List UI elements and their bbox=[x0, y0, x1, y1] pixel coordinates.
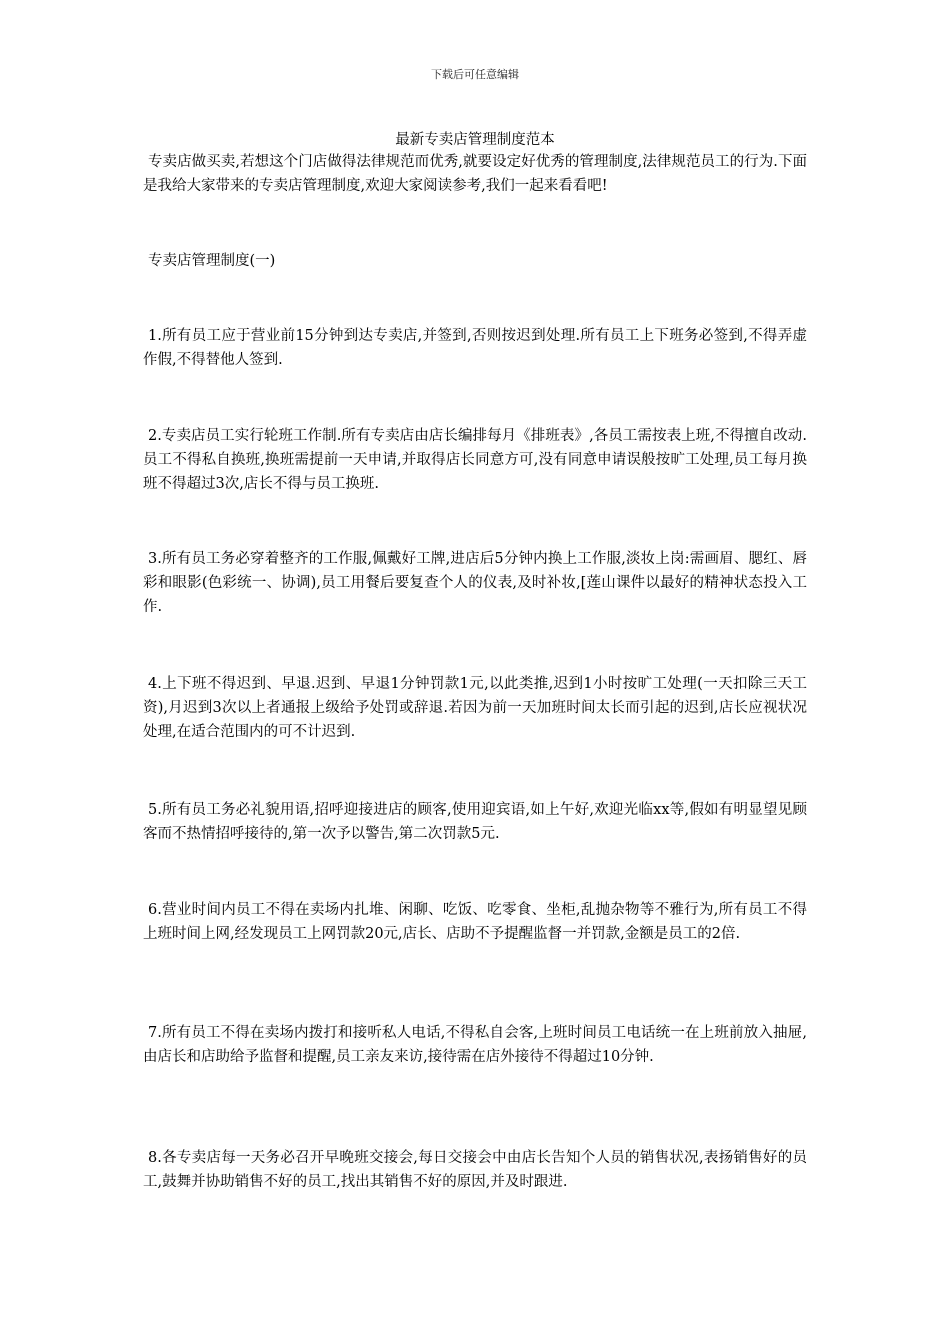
page-header-note: 下载后可任意编辑 bbox=[431, 68, 519, 81]
rule-item-8: 8.各专卖店每一天务必召开早晚班交接会,每日交接会中由店长告知个人员的销售状况,表扬销售好的员工,鼓舞并协助销售不好的员工,找出其销售不好的原因,并及时跟进. bbox=[143, 1150, 807, 1190]
rule-item-1: 1.所有员工应于营业前15分钟到达专卖店,并签到,否则按迟到处理.所有员工上下班务必签到,不得弄虚作假,不得替他人签到. bbox=[143, 328, 807, 368]
rule-item-2: 2.专卖店员工实行轮班工作制.所有专卖店由店长编排每月《排班表》,各员工需按表上班,不得擅自改动.员工不得私自换班,换班需提前一天申请,并取得店长同意方可,没有同意申请误般按旷工处理,员工每月换班不得超过3次,店长不得与员工换班. bbox=[143, 428, 807, 492]
rule-item-6: 6.营业时间内员工不得在卖场内扎堆、闲聊、吃饭、吃零食、坐柜,乱抛杂物等不雅行为,所有员工不得上班时间上网,经发现员工上网罚款20元,店长、店助不予提醒监督一并罚款,金额是员工的2倍. bbox=[143, 902, 807, 942]
rule-item-3: 3.所有员工务必穿着整齐的工作服,佩戴好工牌,进店后5分钟内换上工作服,淡妆上岗:需画眉、腮红、唇彩和眼影(色彩统一、协调),员工用餐后要复查个人的仪表,及时补妆,[莲山课件以最好的精神状态投入工作. bbox=[143, 551, 807, 615]
rule-item-5: 5.所有员工务必礼貌用语,招呼迎接进店的顾客,使用迎宾语,如上午好,欢迎光临xx等,假如有明显望见顾客而不热情招呼接待的,第一次予以警告,第二次罚款5元. bbox=[143, 802, 807, 842]
intro-paragraph: 专卖店做买卖,若想这个门店做得法律规范而优秀,就要设定好优秀的管理制度,法律规范员工的行为.下面是我给大家带来的专卖店管理制度,欢迎大家阅读参考,我们一起来看看吧! bbox=[143, 154, 807, 194]
rule-item-7: 7.所有员工不得在卖场内拨打和接听私人电话,不得私自会客,上班时间员工电话统一在上班前放入抽屉,由店长和店助给予监督和提醒,员工亲友来访,接待需在店外接待不得超过10分钟. bbox=[143, 1025, 807, 1065]
section-heading: 专卖店管理制度(一) bbox=[148, 253, 276, 269]
rule-item-4: 4.上下班不得迟到、早退.迟到、早退1分钟罚款1元,以此类推,迟到1小时按旷工处理(一天扣除三天工资),月迟到3次以上者通报上级给予处罚或辞退.若因为前一天加班时间太长而引起的迟到,店长应视状况处理,在适合范围内的可不计迟到. bbox=[143, 676, 807, 740]
document-title: 最新专卖店管理制度范本 bbox=[395, 132, 555, 148]
